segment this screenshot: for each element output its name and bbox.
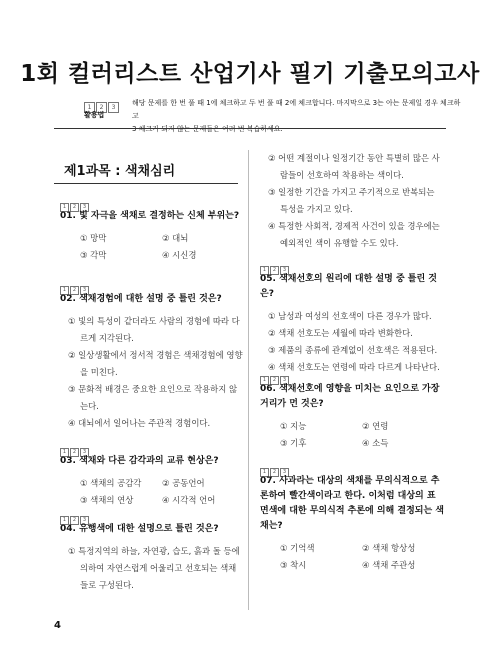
question-stem: 빛 자극을 색채로 결정하는 신체 부위는?: [79, 211, 240, 221]
question-number: 06.: [260, 384, 276, 394]
answer-option[interactable]: ② 색채 항상성: [362, 543, 416, 553]
answer-options: [260, 308, 444, 376]
check-box-1[interactable]: 1: [260, 468, 269, 477]
subject-rule: [54, 183, 238, 184]
usage-line-2: 3 체크가 되지 않는 문제들은 여러 번 복습하세요.: [132, 125, 283, 133]
header-rule: [54, 128, 446, 129]
answer-option[interactable]: ③ 문화적 배경은 중요한 요인으로 작용하지 않는다.: [68, 384, 238, 411]
question-05: [260, 260, 444, 376]
answer-option[interactable]: ③ 일정한 기간을 가지고 주기적으로 반복되는 특성을 가지고 있다.: [268, 187, 435, 214]
question-checkboxes: [260, 370, 444, 382]
answer-options: [260, 540, 444, 574]
check-box-2[interactable]: 2: [270, 376, 279, 385]
check-box-3[interactable]: 3: [280, 266, 289, 275]
question-checkboxes: [260, 462, 444, 474]
page-number: 4: [54, 620, 61, 631]
question-text: [60, 209, 244, 224]
answer-option[interactable]: ③ 각막: [80, 250, 107, 260]
answer-option[interactable]: ④ 색채 주관성: [362, 560, 416, 570]
answer-option[interactable]: ② 공동언어: [162, 478, 205, 488]
answer-option[interactable]: ① 특정지역의 하늘, 자연광, 습도, 흙과 돌 등에 의하여 자연스럽게 어울리고 선호되는 색채들로 구성된다.: [68, 546, 240, 590]
check-box-1[interactable]: 1: [60, 448, 69, 457]
answer-options: [60, 313, 244, 432]
answer-option[interactable]: ④ 시각적 언어: [162, 495, 216, 505]
check-box-1[interactable]: 1: [260, 376, 269, 385]
question-text: [60, 292, 244, 307]
check-box-1[interactable]: 1: [260, 266, 269, 275]
answer-option[interactable]: ③ 기후: [280, 438, 307, 448]
question-06: [260, 370, 444, 452]
question-text: [260, 474, 444, 534]
question-01: [60, 197, 244, 264]
check-box-3[interactable]: 3: [280, 468, 289, 477]
answer-option[interactable]: ④ 소득: [362, 438, 389, 448]
question-checkboxes: [260, 260, 444, 272]
subject-heading: 제1과목 : 색채심리: [64, 164, 176, 179]
question-stem: 사과라는 대상의 색채를 무의식적으로 추론하여 빨간색이라고 한다. 이처럼 대상의 표면색에 대한 무의식적 추론에 의해 결정되는 색채는?: [260, 476, 444, 531]
check-box-1[interactable]: 1: [60, 516, 69, 525]
answer-options: [60, 230, 244, 264]
answer-option[interactable]: ② 대뇌: [162, 233, 189, 243]
answer-options: [60, 475, 244, 509]
question-03: [60, 442, 244, 509]
answer-option[interactable]: ④ 색채 선호도는 연령에 따라 다르게 나타난다.: [268, 362, 440, 372]
check-box-1[interactable]: 1: [84, 102, 95, 113]
usage-label: 활용법: [84, 111, 105, 119]
answer-option[interactable]: ④ 대뇌에서 일어나는 주관적 경험이다.: [68, 418, 211, 428]
question-text: [260, 272, 444, 302]
question-stem: 색채와 다른 감각과의 교류 현상은?: [79, 456, 219, 466]
page-title: 1회 컬러리스트 산업기사 필기 기출모의고사: [20, 61, 480, 87]
check-box-2[interactable]: 2: [70, 448, 79, 457]
answer-option[interactable]: ④ 특정한 사회적, 경제적 사건이 있을 경우에는 예외적인 색이 유행할 수도 있다.: [268, 221, 440, 248]
question-number: 04.: [60, 524, 76, 534]
usage-line-1: 해당 문제를 한 번 풀 때 1에 체크하고 두 번 풀 때 2에 체크합니다. 마지막으로 3는 아는 문제일 경우 체크하고: [132, 99, 461, 120]
question-number: 01.: [60, 211, 76, 221]
check-box-3[interactable]: 3: [280, 376, 289, 385]
check-box-2[interactable]: 2: [96, 102, 107, 113]
question-02: [60, 280, 244, 432]
check-box-2[interactable]: 2: [70, 516, 79, 525]
question-04: [60, 510, 244, 594]
check-box-3[interactable]: 3: [80, 448, 89, 457]
check-box-2[interactable]: 2: [70, 203, 79, 212]
check-box-3[interactable]: 3: [80, 286, 89, 295]
check-box-1[interactable]: 1: [60, 203, 69, 212]
question-07: [260, 462, 444, 574]
column-divider: [248, 150, 249, 610]
question-stem: 유행색에 대한 설명으로 틀린 것은?: [79, 524, 219, 534]
answer-option[interactable]: ① 빛의 특성이 같더라도 사람의 경험에 따라 다르게 지각된다.: [68, 316, 240, 343]
answer-option[interactable]: ① 남성과 여성의 선호색이 다른 경우가 많다.: [268, 311, 432, 321]
question-text: [60, 454, 244, 469]
answer-options: [260, 418, 444, 452]
answer-option[interactable]: ① 색채의 공감각: [80, 478, 142, 488]
check-box-1[interactable]: 1: [60, 286, 69, 295]
check-box-3[interactable]: 3: [108, 102, 119, 113]
question-text: [60, 522, 244, 537]
question-checkboxes: [60, 510, 244, 522]
answer-option[interactable]: ③ 색채의 연상: [80, 495, 134, 505]
question-text: [260, 382, 444, 412]
question-stem: 색채선호에 영향을 미치는 요인으로 가장 거리가 먼 것은?: [260, 384, 440, 409]
answer-option[interactable]: ③ 착시: [280, 560, 307, 570]
question-04-continued: [260, 150, 444, 252]
check-box-3[interactable]: 3: [80, 516, 89, 525]
question-checkboxes: [60, 442, 244, 454]
question-number: 02.: [60, 294, 76, 304]
answer-option[interactable]: ① 지능: [280, 421, 307, 431]
check-box-2[interactable]: 2: [270, 266, 279, 275]
check-box-2[interactable]: 2: [270, 468, 279, 477]
question-checkboxes: [60, 197, 244, 209]
question-stem: 색채선호의 원리에 대한 설명 중 틀린 것은?: [260, 274, 437, 299]
answer-option[interactable]: ① 망막: [80, 233, 107, 243]
check-box-3[interactable]: 3: [80, 203, 89, 212]
check-box-2[interactable]: 2: [70, 286, 79, 295]
question-stem: 색채경험에 대한 설명 중 틀린 것은?: [79, 294, 222, 304]
question-number: 07.: [260, 476, 276, 486]
answer-option[interactable]: ② 연령: [362, 421, 389, 431]
answer-option[interactable]: ④ 시신경: [162, 250, 197, 260]
answer-option[interactable]: ② 색채 선호도는 세월에 따라 변화한다.: [268, 328, 413, 338]
question-number: 05.: [260, 274, 276, 284]
answer-option[interactable]: ② 어떤 계절이나 일정기간 동안 특별히 많은 사람들이 선호하여 착용하는 색이다.: [268, 153, 440, 180]
usage-text: [132, 97, 462, 136]
question-number: 03.: [60, 456, 76, 466]
answer-option[interactable]: ③ 제품의 종류에 관계없이 선호색은 적용된다.: [268, 345, 438, 355]
answer-option[interactable]: ② 일상생활에서 정서적 경험은 색채경험에 영향을 미친다.: [68, 350, 243, 377]
answer-option[interactable]: ① 기억색: [280, 543, 315, 553]
question-checkboxes: [60, 280, 244, 292]
answer-options: [60, 543, 244, 594]
